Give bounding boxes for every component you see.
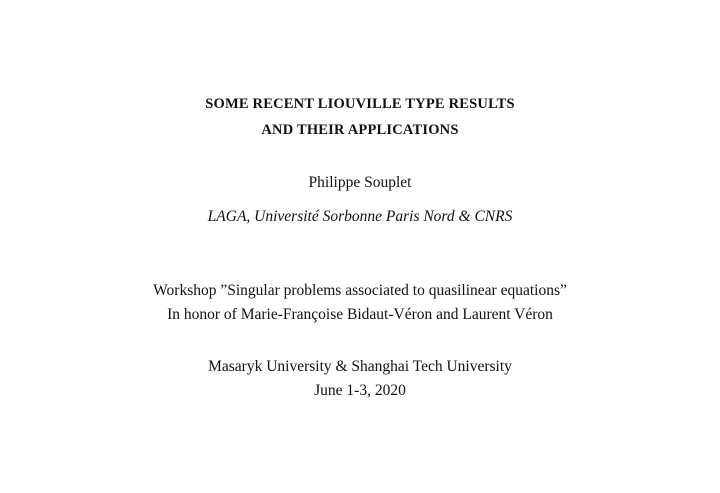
- title-line-1: SOME RECENT LIOUVILLE TYPE RESULTS: [205, 96, 515, 112]
- honor-line: In honor of Marie-Françoise Bidaut-Véron and Laurent Véron: [167, 306, 553, 323]
- author-name: Philippe Souplet: [308, 174, 412, 191]
- event-date: June 1-3, 2020: [314, 382, 406, 399]
- venue-line: Masaryk University & Shanghai Tech University: [208, 358, 512, 375]
- affiliation: LAGA, Université Sorbonne Paris Nord & CNRS: [207, 208, 513, 225]
- title-line-2: AND THEIR APPLICATIONS: [261, 122, 459, 138]
- workshop-title: Workshop ”Singular problems associated to quasilinear equations”: [153, 282, 567, 299]
